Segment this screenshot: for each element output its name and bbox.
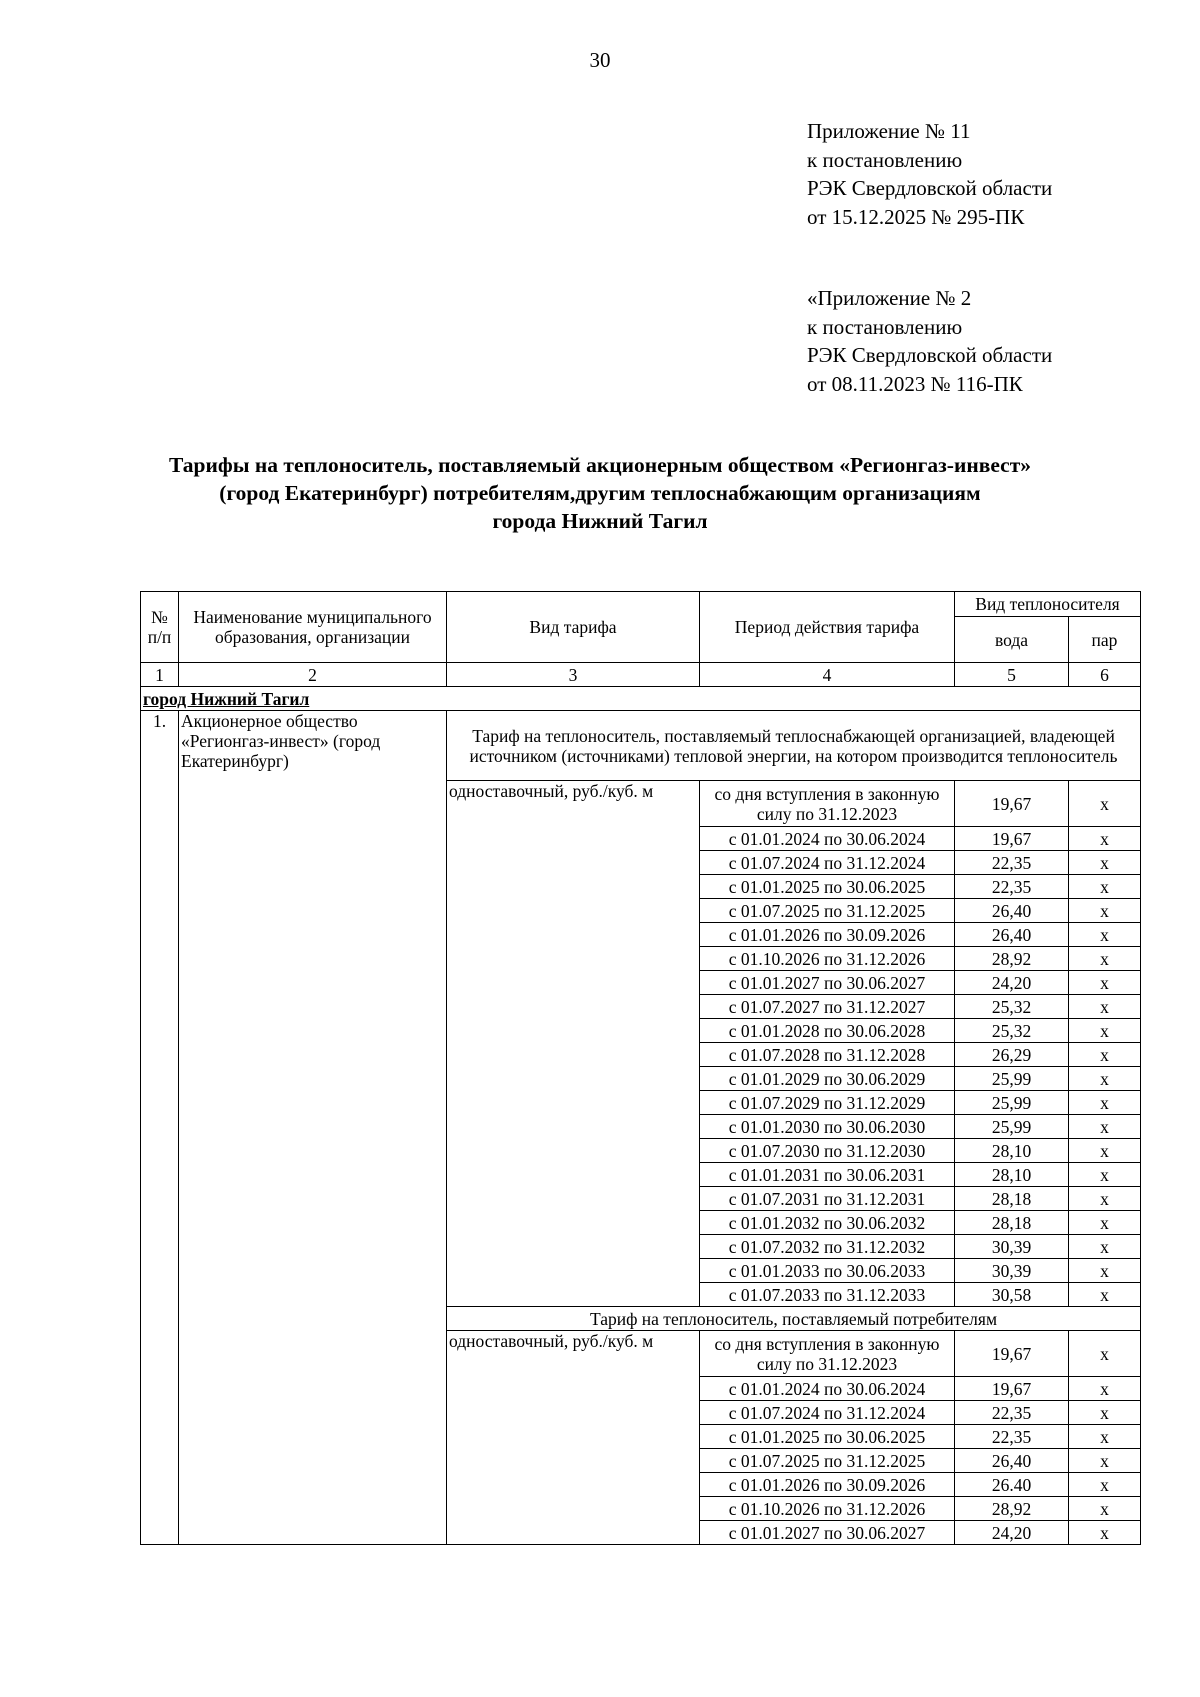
tariff-period: с 01.07.2029 по 31.12.2029 (700, 1091, 955, 1115)
tariff-steam-value: x (1069, 1211, 1141, 1235)
appendix-previous-line: от 08.11.2023 № 116-ПК (807, 371, 1023, 396)
tariff-period: с 01.01.2028 по 30.06.2028 (700, 1019, 955, 1043)
tariff-steam-value: x (1069, 1187, 1141, 1211)
tariff-period: с 01.01.2031 по 30.06.2031 (700, 1163, 955, 1187)
tariff-steam-value: x (1069, 827, 1141, 851)
tariff-steam-value: x (1069, 1163, 1141, 1187)
header-period: Период действия тарифа (700, 592, 955, 663)
tariff-period: с 01.07.2033 по 31.12.2033 (700, 1283, 955, 1307)
appendix-current (807, 117, 1052, 231)
tariff-period: с 01.01.2027 по 30.06.2027 (700, 1521, 955, 1545)
tariff-period: с 01.07.2027 по 31.12.2027 (700, 995, 955, 1019)
tariff-period: с 01.10.2026 по 31.12.2026 (700, 947, 955, 971)
appendix-current-line: к постановлению (807, 147, 963, 172)
tariff-block-heading: Тариф на теплоноситель, поставляемый теплоснабжающей организацией, владеющей источником (источниками) тепловой энергии, на котором производится теплоноситель (447, 711, 1141, 781)
tariff-water-value: 22,35 (955, 851, 1069, 875)
tariff-steam-value: x (1069, 1497, 1141, 1521)
tariff-period: с 01.01.2032 по 30.06.2032 (700, 1211, 955, 1235)
appendix-previous-line: к постановлению (807, 314, 963, 339)
tariff-water-value: 22,35 (955, 1401, 1069, 1425)
tariff-period: с 01.01.2029 по 30.06.2029 (700, 1067, 955, 1091)
section-row (141, 687, 1141, 711)
tariff-period: со дня вступления в законную силу по 31.12.2023 (700, 1331, 955, 1377)
tariff-steam-value: x (1069, 1139, 1141, 1163)
tariff-steam-value: x (1069, 1283, 1141, 1307)
tariff-water-value: 19,67 (955, 1331, 1069, 1377)
tariff-steam-value: x (1069, 971, 1141, 995)
appendix-previous-line: «Приложение № 2 (807, 286, 972, 310)
tariff-water-value: 30,39 (955, 1259, 1069, 1283)
tariff-water-value: 19,67 (955, 827, 1069, 851)
tariff-water-value: 25,99 (955, 1067, 1069, 1091)
document-title (0, 451, 1200, 535)
tariff-block-heading: Тариф на теплоноситель, поставляемый потребителям (447, 1307, 1141, 1331)
appendix-current-line: Приложение № 11 (807, 119, 971, 143)
tariff-period: с 01.07.2025 по 31.12.2025 (700, 899, 955, 923)
appendix-current-line: РЭК Свердловской области (807, 176, 1053, 200)
title-line: (город Екатеринбург) потребителям,другим теплоснабжающим организациям (219, 481, 981, 505)
tariff-period: с 01.10.2026 по 31.12.2026 (700, 1497, 955, 1521)
tariff-steam-value: x (1069, 923, 1141, 947)
tariff-period: с 01.01.2026 по 30.09.2026 (700, 923, 955, 947)
tariff-steam-value: x (1069, 1019, 1141, 1043)
tariff-block-heading-row (141, 711, 1141, 781)
tariff-water-value: 26,40 (955, 1449, 1069, 1473)
header-num: № п/п (141, 592, 179, 663)
tariff-water-value: 26,29 (955, 1043, 1069, 1067)
tariff-water-value: 25,99 (955, 1091, 1069, 1115)
tariff-period: с 01.01.2024 по 30.06.2024 (700, 1377, 955, 1401)
tariff-water-value: 19,67 (955, 1377, 1069, 1401)
column-number: 1 (141, 663, 179, 687)
tariff-type: одноставочный, руб./куб. м (447, 781, 700, 1307)
tariff-steam-value: x (1069, 1425, 1141, 1449)
tariff-period: с 01.01.2024 по 30.06.2024 (700, 827, 955, 851)
column-number: 3 (447, 663, 700, 687)
tariff-period: с 01.07.2025 по 31.12.2025 (700, 1449, 955, 1473)
tariff-period: с 01.01.2025 по 30.06.2025 (700, 875, 955, 899)
tariff-steam-value: x (1069, 851, 1141, 875)
title-line: Тарифы на теплоноситель, поставляемый акционерным обществом «Регионгаз-инвест» (168, 453, 1032, 477)
tariff-water-value: 30,39 (955, 1235, 1069, 1259)
tariff-period: с 01.01.2030 по 30.06.2030 (700, 1115, 955, 1139)
tariff-water-value: 22,35 (955, 875, 1069, 899)
tariff-water-value: 28,10 (955, 1139, 1069, 1163)
tariff-water-value: 25,32 (955, 1019, 1069, 1043)
tariff-water-value: 28,10 (955, 1163, 1069, 1187)
tariff-steam-value: x (1069, 875, 1141, 899)
tariff-water-value: 26.40 (955, 1473, 1069, 1497)
tariff-water-value: 24,20 (955, 971, 1069, 995)
row-number: 1. (141, 711, 179, 1545)
tariff-steam-value: x (1069, 1449, 1141, 1473)
organization-name: Акционерное общество «Регионгаз-инвест» (город Екатеринбург) (179, 711, 447, 1545)
tariff-water-value: 26,40 (955, 899, 1069, 923)
tariff-steam-value: x (1069, 1067, 1141, 1091)
tariff-period: с 01.01.2025 по 30.06.2025 (700, 1425, 955, 1449)
tariff-period: с 01.01.2033 по 30.06.2033 (700, 1259, 955, 1283)
tariff-steam-value: x (1069, 1091, 1141, 1115)
header-tariff-type: Вид тарифа (447, 592, 700, 663)
tariff-period: с 01.07.2030 по 31.12.2030 (700, 1139, 955, 1163)
tariff-period: с 01.07.2024 по 31.12.2024 (700, 851, 955, 875)
header-steam: пар (1069, 617, 1141, 663)
column-number: 6 (1069, 663, 1141, 687)
tariff-steam-value: x (1069, 899, 1141, 923)
tariff-water-value: 24,20 (955, 1521, 1069, 1545)
tariff-period: с 01.07.2028 по 31.12.2028 (700, 1043, 955, 1067)
tariff-type: одноставочный, руб./куб. м (447, 1331, 700, 1545)
column-number: 2 (179, 663, 447, 687)
tariff-table (140, 591, 1141, 1545)
column-number: 5 (955, 663, 1069, 687)
tariff-steam-value: x (1069, 1043, 1141, 1067)
section-title: город Нижний Тагил (141, 687, 1141, 711)
tariff-water-value: 28,18 (955, 1187, 1069, 1211)
header-water: вода (955, 617, 1069, 663)
tariff-water-value: 22,35 (955, 1425, 1069, 1449)
header-carrier-group: Вид теплоносителя (955, 592, 1141, 617)
tariff-water-value: 30,58 (955, 1283, 1069, 1307)
tariff-period: с 01.01.2026 по 30.09.2026 (700, 1473, 955, 1497)
title-line: города Нижний Тагил (492, 509, 708, 533)
tariff-steam-value: x (1069, 1473, 1141, 1497)
tariff-steam-value: x (1069, 1401, 1141, 1425)
tariff-steam-value: x (1069, 1235, 1141, 1259)
tariff-period: с 01.07.2032 по 31.12.2032 (700, 1235, 955, 1259)
tariff-steam-value: x (1069, 1377, 1141, 1401)
column-number-row (141, 663, 1141, 687)
tariff-water-value: 28,92 (955, 1497, 1069, 1521)
tariff-period: со дня вступления в законную силу по 31.12.2023 (700, 781, 955, 827)
page-number: 30 (589, 48, 611, 72)
appendix-previous-line: РЭК Свердловской области (807, 343, 1053, 367)
tariff-water-value: 19,67 (955, 781, 1069, 827)
tariff-period: с 01.07.2024 по 31.12.2024 (700, 1401, 955, 1425)
tariff-water-value: 25,99 (955, 1115, 1069, 1139)
header-row (141, 592, 1141, 617)
column-number: 4 (700, 663, 955, 687)
tariff-water-value: 28,18 (955, 1211, 1069, 1235)
tariff-water-value: 28,92 (955, 947, 1069, 971)
tariff-water-value: 25,32 (955, 995, 1069, 1019)
appendix-previous (807, 284, 1052, 398)
header-name: Наименование муниципального образования, организации (179, 592, 447, 663)
tariff-period: с 01.01.2027 по 30.06.2027 (700, 971, 955, 995)
tariff-steam-value: x (1069, 995, 1141, 1019)
appendix-current-line: от 15.12.2025 № 295-ПК (807, 204, 1025, 229)
tariff-steam-value: x (1069, 1259, 1141, 1283)
tariff-steam-value: x (1069, 781, 1141, 827)
tariff-water-value: 26,40 (955, 923, 1069, 947)
tariff-steam-value: x (1069, 1521, 1141, 1545)
tariff-period: с 01.07.2031 по 31.12.2031 (700, 1187, 955, 1211)
tariff-steam-value: x (1069, 947, 1141, 971)
tariff-steam-value: x (1069, 1331, 1141, 1377)
tariff-steam-value: x (1069, 1115, 1141, 1139)
